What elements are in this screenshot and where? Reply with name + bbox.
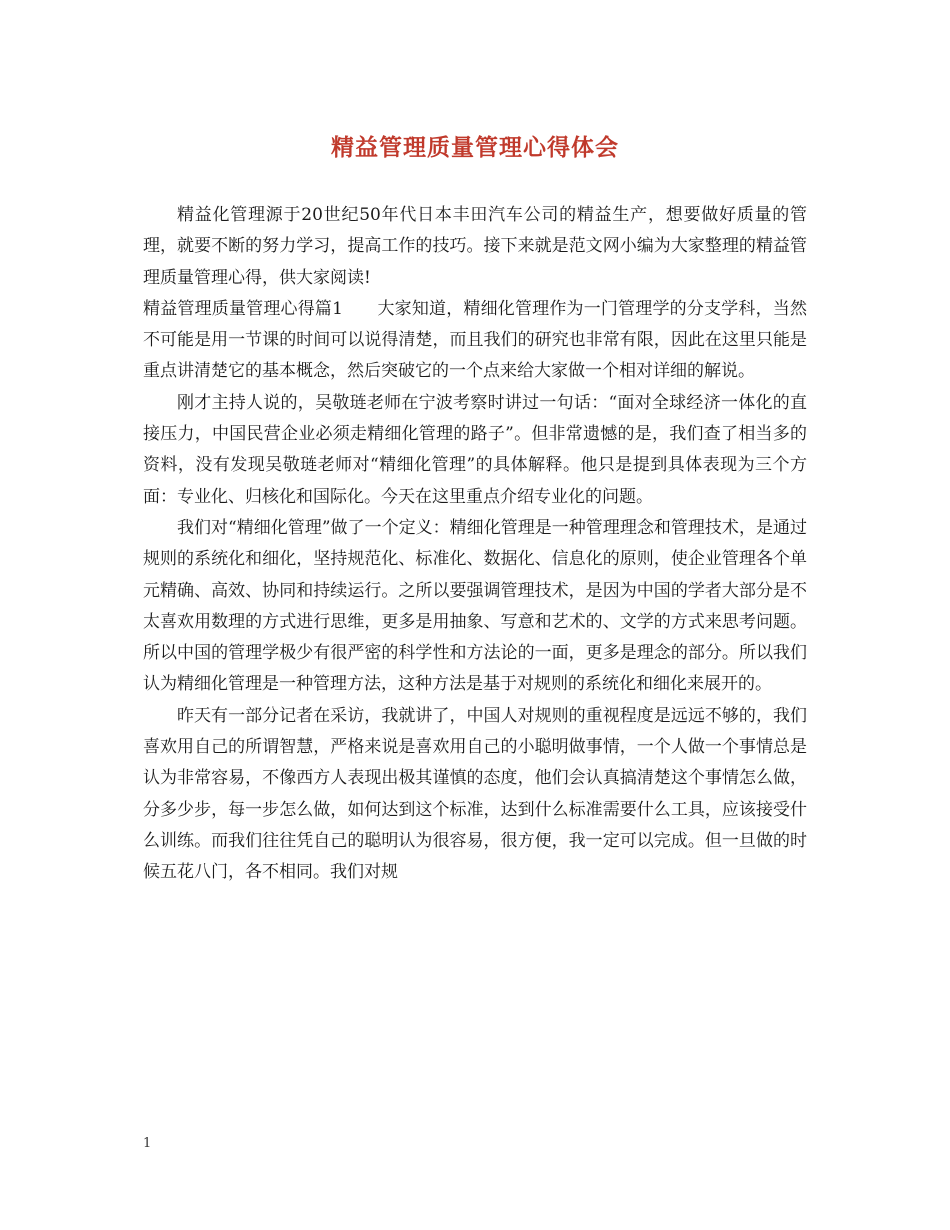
paragraph-interview: 昨天有一部分记者在采访，我就讲了，中国人对规则的重视程度是远远不够的，我们喜欢用自己的所谓智慧，严格来说是喜欢用自己的小聪明做事情，一个人做一个事情总是认为非常容易，不像西方人表现出极其谨慎的态度，他们会认真搞清楚这个事情怎么做，分多少步，每一步怎么做，如何达到这个标准，达到什么标准需要什么工具，应该接受什么训练。而我们往往凭自己的聪明认为很容易，很方便，我一定可以完成。但一旦做的时候五花八门，各不相同。我们对规 (143, 705, 807, 883)
paragraph-section-1: 精益管理质量管理心得篇1 大家知道，精细化管理作为一门管理学的分支学科，当然不可能是用一节课的时间可以说得清楚，而且我们的研究也非常有限，因此在这里只能是重点讲清楚它的基本概念，然后突破它的一个点来给大家做一个相对详细的解说。 (143, 298, 807, 382)
page-number: 1 (143, 1136, 152, 1151)
paragraph-definition: 我们对“精细化管理”做了一个定义：精细化管理是一种管理理念和管理技术，是通过规则的系统化和细化，坚持规范化、标准化、数据化、信息化的原则，使企业管理各个单元精确、高效、协同和持续运行。之所以要强调管理技术，是因为中国的学者大部分是不太喜欢用数理的方式进行思维，更多是用抽象、写意和艺术的、文学的方式来思考问题。所以中国的管理学极少有很严密的科学性和方法论的一面，更多是理念的部分。所以我们认为精细化管理是一种管理方法，这种方法是基于对规则的系统化和细化来展开的。 (143, 517, 807, 695)
document-body (143, 200, 807, 889)
paragraph-intro: 精益化管理源于20世纪50年代日本丰田汽车公司的精益生产，想要做好质量的管理，就要不断的努力学习，提高工作的技巧。接下来就是范文网小编为大家整理的精益管理质量管理心得，供大家阅读! (143, 205, 807, 288)
document-title: 精益管理质量管理心得体会 (331, 134, 619, 161)
paragraph-quote: 刚才主持人说的，吴敬琏老师在宁波考察时讲过一句话：“面对全球经济一体化的直接压力，中国民营企业必须走精细化管理的路子”。但非常遗憾的是，我们查了相当多的资料，没有发现吴敬琏老师对“精细化管理”的具体解释。他只是提到具体表现为三个方面：专业化、归核化和国际化。今天在这里重点介绍专业化的问题。 (143, 392, 807, 507)
